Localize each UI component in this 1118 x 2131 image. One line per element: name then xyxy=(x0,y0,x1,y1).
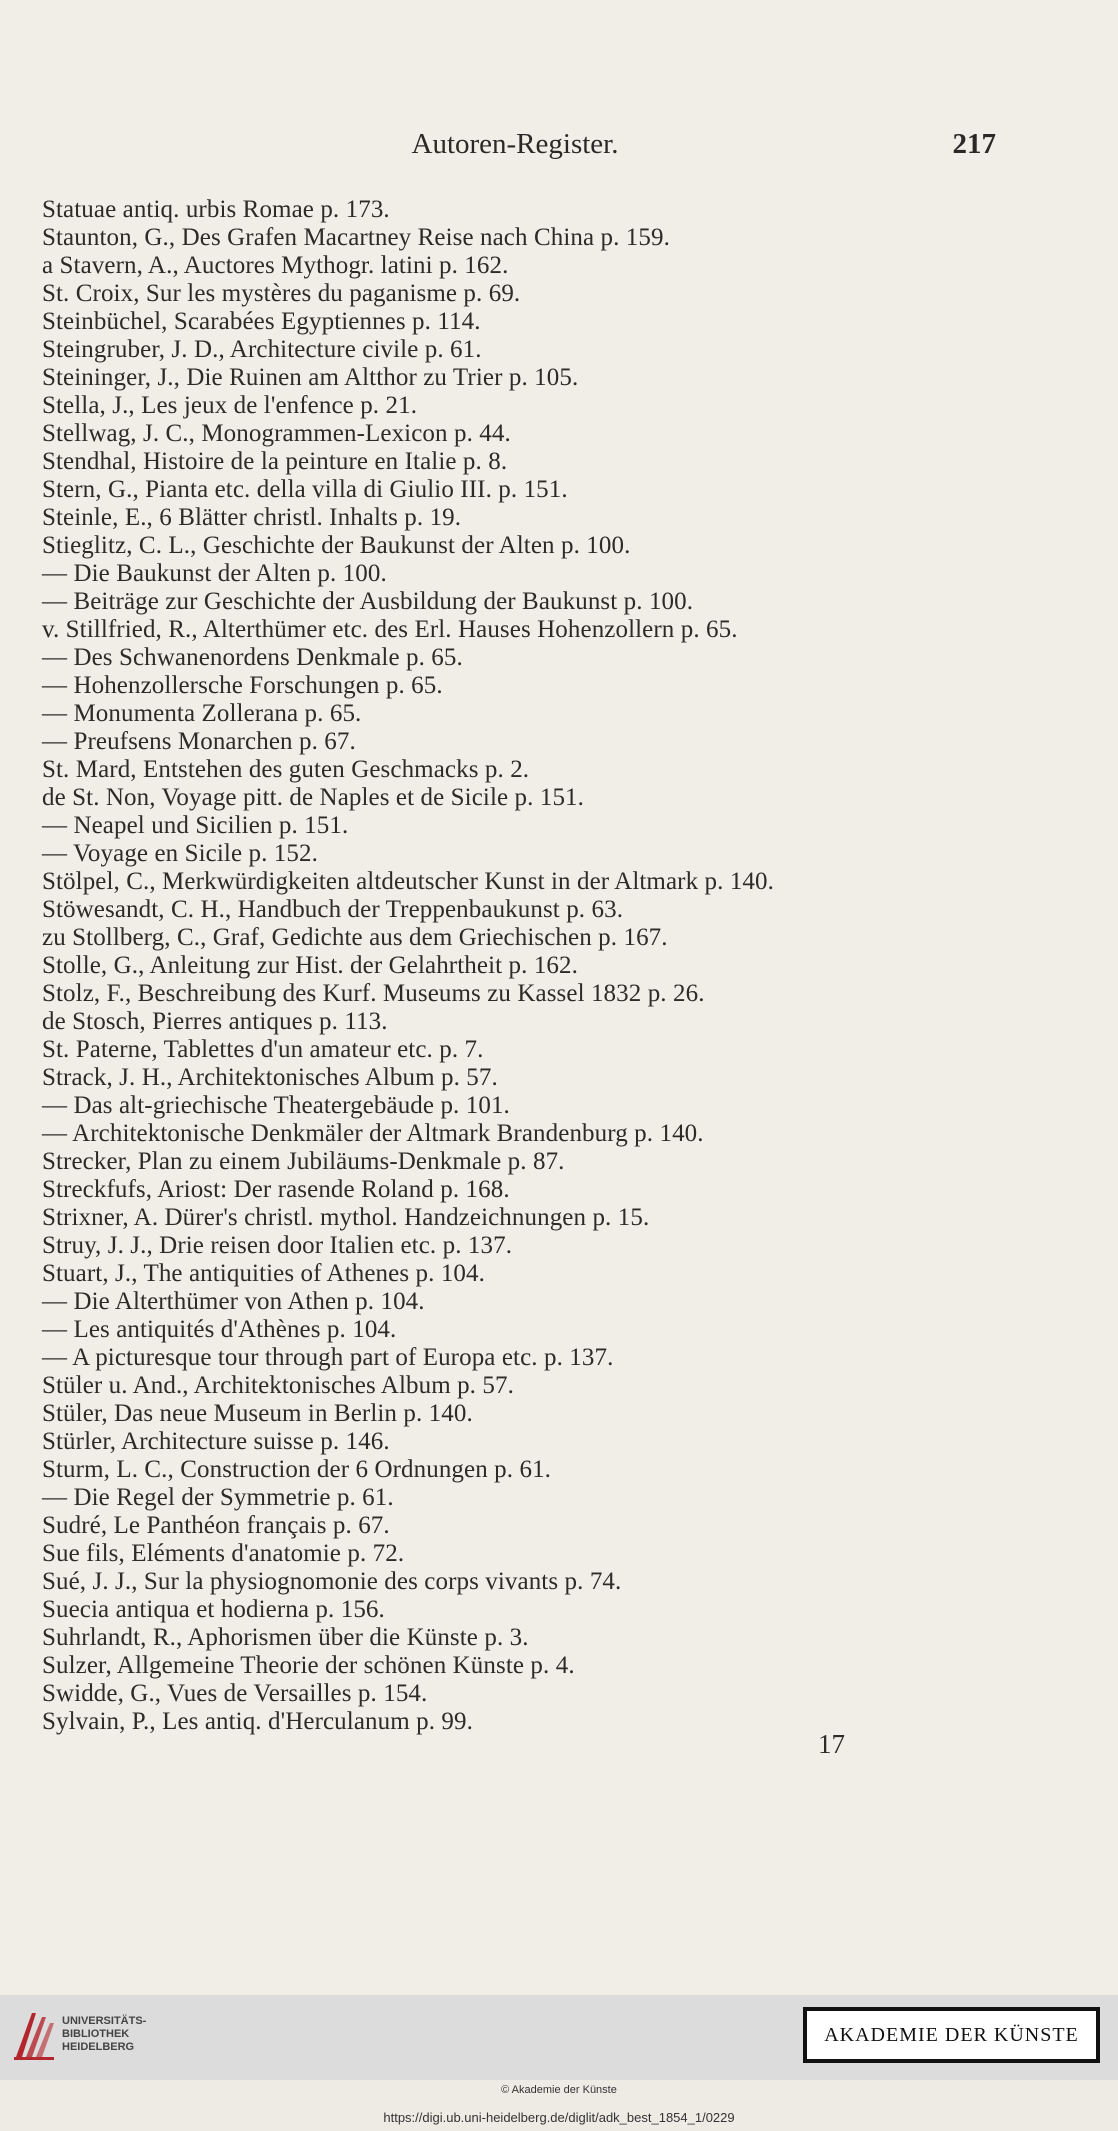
register-entry: de Stosch, Pierres antiques p. 113. xyxy=(42,1008,388,1035)
register-entry: — Preufsens Monarchen p. 67. xyxy=(42,728,356,755)
register-entry: Sulzer, Allgemeine Theorie der schönen Künste p. 4. xyxy=(42,1652,575,1679)
register-entry: — Voyage en Sicile p. 152. xyxy=(42,840,318,867)
register-entry: Stöwesandt, C. H., Handbuch der Treppenbaukunst p. 63. xyxy=(42,896,624,923)
register-entry: — Hohenzollersche Forschungen p. 65. xyxy=(42,672,443,699)
register-entry: Streckfufs, Ariost: Der rasende Roland p. 168. xyxy=(42,1176,510,1203)
register-entry: Suecia antiqua et hodierna p. 156. xyxy=(42,1596,385,1623)
library-logo-line: HEIDELBERG xyxy=(62,2041,135,2053)
register-entry: — Die Baukunst der Alten p. 100. xyxy=(42,560,387,587)
register-entry: Suhrlandt, R., Aphorismen über die Künste p. 3. xyxy=(42,1624,529,1651)
register-entry: Sue fils, Eléments d'anatomie p. 72. xyxy=(42,1540,405,1567)
page-header xyxy=(0,128,1118,164)
register-entry: v. Stillfried, R., Alterthümer etc. des Erl. Hauses Hohenzollern p. 65. xyxy=(42,616,738,643)
register-entry: Strecker, Plan zu einem Jubiläums-Denkmale p. 87. xyxy=(42,1148,565,1175)
register-entry: Sturm, L. C., Construction der 6 Ordnungen p. 61. xyxy=(42,1456,552,1483)
register-entry: Steinbüchel, Scarabées Egyptiennes p. 114. xyxy=(42,308,481,335)
printer-signature: 17 xyxy=(818,1729,845,1759)
page-number: 217 xyxy=(952,128,996,160)
register-entry: — Monumenta Zollerana p. 65. xyxy=(42,700,362,727)
register-entry: Stolle, G., Anleitung zur Hist. der Gelahrtheit p. 162. xyxy=(42,952,578,979)
register-entry: Strack, J. H., Architektonisches Album p. 57. xyxy=(42,1064,498,1091)
register-entry: Stendhal, Histoire de la peinture en Italie p. 8. xyxy=(42,448,508,475)
register-entry: Swidde, G., Vues de Versailles p. 154. xyxy=(42,1680,428,1707)
register-entry: Sué, J. J., Sur la physiognomonie des corps vivants p. 74. xyxy=(42,1568,622,1595)
register-entry: zu Stollberg, C., Graf, Gedichte aus dem Griechischen p. 167. xyxy=(42,924,668,951)
register-entry: Sudré, Le Panthéon français p. 67. xyxy=(42,1512,390,1539)
copyright-notice: © Akademie der Künste xyxy=(501,2084,617,2096)
register-entry: Stella, J., Les jeux de l'enfence p. 21. xyxy=(42,392,418,419)
register-entry: — Neapel und Sicilien p. 151. xyxy=(42,812,349,839)
academy-logo[interactable] xyxy=(803,2007,1100,2063)
register-entry: Stellwag, J. C., Monogrammen-Lexicon p. 44. xyxy=(42,420,511,447)
register-entry: — Beiträge zur Geschichte der Ausbildung der Baukunst p. 100. xyxy=(42,588,694,615)
register-entry: Strixner, A. Dürer's christl. mythol. Handzeichnungen p. 15. xyxy=(42,1204,650,1231)
library-logo-icon xyxy=(12,2007,56,2063)
register-entry: St. Mard, Entstehen des guten Geschmacks p. 2. xyxy=(42,756,530,783)
permalink-url[interactable]: https://digi.ub.uni-heidelberg.de/diglit/adk_best_1854_1/0229 xyxy=(383,2110,735,2125)
register-entry: Stern, G., Pianta etc. della villa di Giulio III. p. 151. xyxy=(42,476,568,503)
register-entry: Sylvain, P., Les antiq. d'Herculanum p. 99. xyxy=(42,1708,473,1735)
register-entry: Steinle, E., 6 Blätter christl. Inhalts p. 19. xyxy=(42,504,462,531)
register-entry: Stürler, Architecture suisse p. 146. xyxy=(42,1428,390,1455)
author-register-list xyxy=(42,196,1062,1736)
register-entry: de St. Non, Voyage pitt. de Naples et de Sicile p. 151. xyxy=(42,784,584,811)
academy-logo-inner xyxy=(807,2011,1096,2059)
register-entry: St. Paterne, Tablettes d'un amateur etc. p. 7. xyxy=(42,1036,484,1063)
register-entry: Steingruber, J. D., Architecture civile p. 61. xyxy=(42,336,482,363)
register-entry: — A picturesque tour through part of Europa etc. p. 137. xyxy=(42,1344,614,1371)
register-entry: Stolz, F., Beschreibung des Kurf. Museums zu Kassel 1832 p. 26. xyxy=(42,980,705,1007)
register-entry: — Die Regel der Symmetrie p. 61. xyxy=(42,1484,394,1511)
register-entry: — Das alt-griechische Theatergebäude p. 101. xyxy=(42,1092,510,1119)
register-entry: Stieglitz, C. L., Geschichte der Baukunst der Alten p. 100. xyxy=(42,532,631,559)
library-logo-text xyxy=(62,2015,146,2054)
academy-logo-label: AKADEMIE DER KÜNSTE xyxy=(824,2023,1079,2046)
register-entry: Stüler, Das neue Museum in Berlin p. 140. xyxy=(42,1400,473,1427)
register-entry: — Die Alterthümer von Athen p. 104. xyxy=(42,1288,425,1315)
register-entry: — Des Schwanenordens Denkmale p. 65. xyxy=(42,644,463,671)
register-entry: Stüler u. And., Architektonisches Album p. 57. xyxy=(42,1372,514,1399)
running-title: Autoren-Register. xyxy=(411,128,619,160)
register-entry: Staunton, G., Des Grafen Macartney Reise nach China p. 159. xyxy=(42,224,670,251)
register-entry: St. Croix, Sur les mystères du paganisme p. 69. xyxy=(42,280,521,307)
register-entry: Steininger, J., Die Ruinen am Altthor zu Trier p. 105. xyxy=(42,364,579,391)
register-entry: a Stavern, A., Auctores Mythogr. latini p. 162. xyxy=(42,252,509,279)
register-entry: Stuart, J., The antiquities of Athenes p. 104. xyxy=(42,1260,485,1287)
register-entry: — Architektonische Denkmäler der Altmark Brandenburg p. 140. xyxy=(42,1120,704,1147)
register-entry: Struy, J. J., Drie reisen door Italien etc. p. 137. xyxy=(42,1232,513,1259)
register-entry: Statuae antiq. urbis Romae p. 173. xyxy=(42,196,390,223)
library-logo-line: UNIVERSITÄTS- xyxy=(62,2015,147,2027)
library-logo-line: BIBLIOTHEK xyxy=(62,2028,130,2040)
register-entry: Stölpel, C., Merkwürdigkeiten altdeutscher Kunst in der Altmark p. 140. xyxy=(42,868,774,895)
register-entry: — Les antiquités d'Athènes p. 104. xyxy=(42,1316,397,1343)
library-logo[interactable] xyxy=(12,2003,162,2065)
